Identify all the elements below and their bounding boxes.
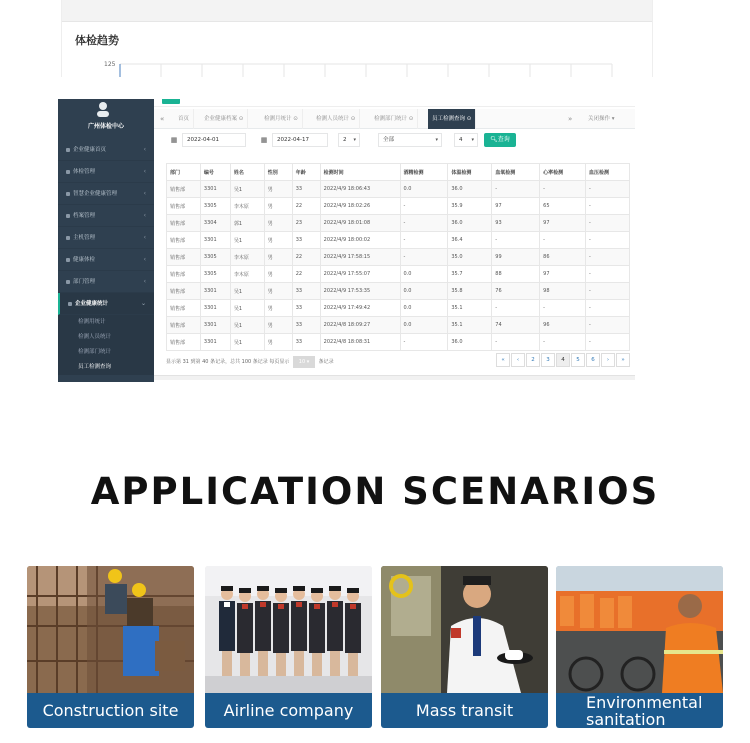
page-size-select[interactable]: 10 ▾ <box>293 356 315 368</box>
crew-hair <box>239 588 251 593</box>
table-cell: 男 <box>264 181 292 198</box>
table-cell: 李木原 <box>230 198 264 215</box>
column-header[interactable]: 姓名 <box>230 164 264 181</box>
table-cell: 76 <box>492 283 540 300</box>
column-header[interactable]: 体温检测 <box>448 164 492 181</box>
column-header[interactable]: 性别 <box>264 164 292 181</box>
table-cell: 销售部 <box>167 317 201 334</box>
table-cell: 99 <box>492 249 540 266</box>
table-cell: 3301 <box>200 181 230 198</box>
table-cell: 2022/4/8 18:09:27 <box>320 317 400 334</box>
table-cell: - <box>586 334 630 351</box>
crew-legs <box>330 651 340 676</box>
tab-home[interactable]: 首页 <box>174 109 194 129</box>
crew-legs <box>348 653 358 678</box>
table-cell: 0.0 <box>400 181 448 198</box>
table-cell: 22 <box>292 266 320 283</box>
table-cell: 3305 <box>200 198 230 215</box>
crew-hair <box>257 586 269 591</box>
crew-legs <box>294 651 304 676</box>
health-system-screenshot <box>58 99 635 382</box>
table-header-row <box>167 164 630 181</box>
table-cell: - <box>400 198 448 215</box>
crew-hair <box>311 588 323 593</box>
table-cell: 35.9 <box>448 198 492 215</box>
crew-hair <box>293 586 305 591</box>
table-cell: 销售部 <box>167 266 201 283</box>
date-to-input[interactable]: 2022-04-17 <box>272 133 328 147</box>
table-row[interactable] <box>167 266 630 283</box>
crew-hair <box>329 586 341 591</box>
select-scope-value: 全部 <box>383 137 395 143</box>
table-cell: 2022/4/9 17:49:42 <box>320 300 400 317</box>
crew-scarf <box>224 602 230 607</box>
table-cell: 3301 <box>200 283 230 300</box>
column-header[interactable]: 心率检测 <box>540 164 586 181</box>
scenario-caption <box>556 693 723 728</box>
scenario-caption: Airline company <box>205 693 372 728</box>
page-button[interactable]: « <box>496 353 510 367</box>
table-cell: 吴1 <box>230 232 264 249</box>
date-from-input[interactable]: 2022-04-01 <box>182 133 246 147</box>
table-cell: 0.0 <box>400 266 448 283</box>
table-cell: 97 <box>540 266 586 283</box>
table-row[interactable] <box>167 198 630 215</box>
close-actions-menu[interactable]: 关闭操作 ▾ <box>588 116 615 122</box>
page-button[interactable]: ‹ <box>511 353 525 367</box>
table-cell: - <box>540 300 586 317</box>
sidebar-subitem-employee-query[interactable]: 员工检测查询 <box>58 360 154 375</box>
sidebar-item-label: 主机管理 <box>73 235 96 241</box>
chevron-left-icon: ‹ <box>143 212 146 219</box>
table-cell: 96 <box>540 317 586 334</box>
select-3[interactable] <box>454 133 478 147</box>
crew-legs <box>312 653 322 678</box>
chevron-left-icon: ‹ <box>143 256 146 263</box>
health-trend-chart-card <box>61 0 653 77</box>
table-cell: 36.0 <box>448 334 492 351</box>
table-cell: 3301 <box>200 300 230 317</box>
crew-legs <box>222 651 232 676</box>
column-header[interactable]: 血压检测 <box>586 164 630 181</box>
table-cell: 33 <box>292 283 320 300</box>
crew-legs <box>240 653 250 678</box>
sidebar-item-label: 体检管理 <box>73 169 96 175</box>
table-cell: - <box>586 283 630 300</box>
sidebar-item-home[interactable] <box>58 139 154 161</box>
table-cell: 2022/4/9 17:55:07 <box>320 266 400 283</box>
calendar-icon: ▦ <box>170 136 178 144</box>
table-cell: 35.8 <box>448 283 492 300</box>
select-1-value: 2 <box>343 137 347 143</box>
sidebar <box>58 99 154 382</box>
table-cell: 吴1 <box>230 283 264 300</box>
table-row[interactable] <box>167 300 630 317</box>
y-tick-label: 125 <box>104 61 116 68</box>
sidebar-item-records[interactable] <box>58 205 154 227</box>
sidebar-item-smart-health[interactable] <box>58 183 154 205</box>
crew-uniform <box>237 603 253 653</box>
chevron-down-icon: ▾ <box>435 137 438 143</box>
table-cell: 3305 <box>200 249 230 266</box>
column-header[interactable]: 酒精检测 <box>400 164 448 181</box>
pagination-prefix: 显示第 31 到第 40 条记录，总共 100 条记录 每页显示 <box>166 359 290 365</box>
table-cell: 3304 <box>200 215 230 232</box>
table-cell: 0.0 <box>400 300 448 317</box>
table-cell: - <box>586 300 630 317</box>
crew-scarf <box>260 602 266 607</box>
chevron-down-icon: ▾ <box>471 137 474 143</box>
table-cell: - <box>586 266 630 283</box>
table-cell: 2022/4/8 18:08:31 <box>320 334 400 351</box>
select-1[interactable] <box>338 133 360 147</box>
table-cell: 35.7 <box>448 266 492 283</box>
menu-toggle-button[interactable] <box>162 99 180 104</box>
table-cell: 郭1 <box>230 215 264 232</box>
table-cell: 男 <box>264 266 292 283</box>
table-cell: 吴1 <box>230 300 264 317</box>
table-cell: 男 <box>264 283 292 300</box>
scenario-card-construction <box>27 566 194 728</box>
scenario-caption-line2: sanitation <box>586 710 666 728</box>
query-label: 查询 <box>497 136 510 143</box>
table-cell: 销售部 <box>167 283 201 300</box>
main-content <box>154 99 635 382</box>
sidebar-item-checkup[interactable] <box>58 161 154 183</box>
table-cell: 2022/4/9 17:53:35 <box>320 283 400 300</box>
tab-person-stats[interactable]: 检测人员统计 ⊙ <box>312 109 360 129</box>
chevron-down-icon: ▾ <box>353 137 356 143</box>
query-button[interactable]: 🔍︎查询 <box>484 133 516 147</box>
table-cell: - <box>400 249 448 266</box>
records-icon <box>66 214 70 218</box>
chevron-left-icon: ‹ <box>143 168 146 175</box>
sidebar-item-label: 部门管理 <box>73 279 96 285</box>
table-cell: 35.1 <box>448 300 492 317</box>
table-cell: 销售部 <box>167 232 201 249</box>
results-table <box>166 163 630 351</box>
table-cell: 销售部 <box>167 300 201 317</box>
crew-uniform <box>309 603 325 653</box>
table-cell: 36.0 <box>448 181 492 198</box>
crew-hair <box>221 586 233 591</box>
chart-plot <box>62 55 654 77</box>
page-button[interactable]: » <box>616 353 630 367</box>
table-cell: 88 <box>492 266 540 283</box>
table-cell: 65 <box>540 198 586 215</box>
table-cell: 36.4 <box>448 232 492 249</box>
sidebar-item-host[interactable] <box>58 227 154 249</box>
sidebar-item-health-exam[interactable] <box>58 249 154 271</box>
horizontal-scrollbar[interactable] <box>154 375 635 380</box>
sidebar-item-department[interactable] <box>58 271 154 293</box>
table-cell: 97 <box>540 215 586 232</box>
scenario-caption-line1: Environmental <box>586 693 703 712</box>
table-cell: 销售部 <box>167 215 201 232</box>
crew-scarf <box>296 602 302 607</box>
table-cell: 男 <box>264 334 292 351</box>
table-cell: 李木原 <box>230 249 264 266</box>
crew-scarf <box>314 604 320 609</box>
table-cell: 男 <box>264 215 292 232</box>
chart-title: 体检趋势 <box>75 34 119 47</box>
sidebar-item-statistics[interactable] <box>58 293 154 315</box>
page-button[interactable]: 5 <box>571 353 585 367</box>
scenario-caption: Mass transit <box>381 693 548 728</box>
chevron-left-icon: ‹ <box>143 278 146 285</box>
table-cell: 男 <box>264 317 292 334</box>
page-button[interactable]: 4 <box>556 353 570 367</box>
table-cell: - <box>586 232 630 249</box>
pagination-info <box>166 356 334 368</box>
table-cell: 33 <box>292 181 320 198</box>
table-cell: - <box>540 334 586 351</box>
table-cell: 吴1 <box>230 317 264 334</box>
table-cell: - <box>492 181 540 198</box>
sidebar-subitem-monthly[interactable]: 检测用统计 <box>58 315 154 330</box>
page-button[interactable]: 6 <box>586 353 600 367</box>
sidebar-subitem-person[interactable]: 检测人员统计 <box>58 330 154 345</box>
table-cell: 93 <box>492 215 540 232</box>
table-row[interactable] <box>167 249 630 266</box>
table-cell: 销售部 <box>167 249 201 266</box>
select-3-value: 4 <box>459 137 463 143</box>
table-cell: 男 <box>264 232 292 249</box>
tab-health-records[interactable]: 企业健康档案 ⊙ <box>200 109 248 129</box>
tab-scroll-right-icon[interactable]: » <box>568 115 573 123</box>
table-row[interactable] <box>167 181 630 198</box>
tab-monthly-stats[interactable]: 检测月统计 ⊙ <box>260 109 303 129</box>
table-cell: - <box>492 300 540 317</box>
table-cell: 36.0 <box>448 215 492 232</box>
table-row[interactable] <box>167 283 630 300</box>
pagination-suffix: 条记录 <box>318 359 334 365</box>
crew-hair <box>347 588 359 593</box>
host-icon <box>66 236 70 240</box>
table-cell: 吴1 <box>230 181 264 198</box>
table-cell: - <box>540 232 586 249</box>
crew-uniform <box>291 601 307 651</box>
table-cell: 2022/4/9 18:06:43 <box>320 181 400 198</box>
headline: APPLICATION SCENARIOS <box>90 470 660 513</box>
table-cell: 男 <box>264 198 292 215</box>
crew-uniform <box>273 603 289 653</box>
scenario-card-mass-transit <box>381 566 548 728</box>
chevron-left-icon: ‹ <box>143 190 146 197</box>
table-cell: 3301 <box>200 317 230 334</box>
crew-legs <box>258 651 268 676</box>
home-icon <box>66 148 70 152</box>
column-header[interactable]: 编号 <box>200 164 230 181</box>
tab-dept-stats[interactable]: 检测部门统计 ⊙ <box>370 109 418 129</box>
table-cell: 97 <box>492 198 540 215</box>
table-cell: - <box>586 198 630 215</box>
crew-uniform <box>345 603 361 653</box>
calendar-icon: ▦ <box>260 136 268 144</box>
table-cell: 男 <box>264 300 292 317</box>
table-cell: 33 <box>292 232 320 249</box>
table-cell: - <box>400 232 448 249</box>
sidebar-subitem-dept[interactable]: 检测部门统计 <box>58 345 154 360</box>
table-cell: 3301 <box>200 232 230 249</box>
table-cell: - <box>540 181 586 198</box>
table-cell: 35.1 <box>448 317 492 334</box>
table-cell: - <box>492 232 540 249</box>
table-cell: 0.0 <box>400 317 448 334</box>
table-cell: 0.0 <box>400 283 448 300</box>
table-cell: - <box>586 215 630 232</box>
crew-scarf <box>278 604 284 609</box>
sidebar-item-label: 健康体检 <box>73 257 96 263</box>
table-cell: 2022/4/9 17:58:15 <box>320 249 400 266</box>
table-cell: - <box>492 334 540 351</box>
chevron-down-icon: ⌄ <box>140 300 146 307</box>
table-cell: 3305 <box>200 266 230 283</box>
tab-employee-query[interactable]: 员工检测查询 ⊙ <box>428 109 476 129</box>
table-cell: 33 <box>292 300 320 317</box>
table-cell: - <box>586 249 630 266</box>
chevron-left-icon: ‹ <box>143 146 146 153</box>
column-header[interactable]: 部门 <box>167 164 201 181</box>
airline-crew-photo <box>205 566 372 693</box>
health-exam-icon <box>66 258 70 262</box>
page-button[interactable]: 2 <box>526 353 540 367</box>
table-cell: 男 <box>264 249 292 266</box>
sanitation-workers-photo <box>556 566 723 693</box>
table-row[interactable] <box>167 334 630 351</box>
scenario-caption: Construction site <box>27 693 194 728</box>
crew-uniform <box>219 601 235 651</box>
main-topbar <box>154 99 635 107</box>
table-cell: 销售部 <box>167 181 201 198</box>
table-cell: 李木原 <box>230 266 264 283</box>
column-header[interactable]: 血氧检测 <box>492 164 540 181</box>
table-cell: 2022/4/9 18:01:08 <box>320 215 400 232</box>
crew-scarf <box>350 604 356 609</box>
table-cell: - <box>586 181 630 198</box>
table-cell: 98 <box>540 283 586 300</box>
user-avatar-icon <box>96 101 110 117</box>
smart-health-icon <box>66 192 70 196</box>
crew-legs <box>276 653 286 678</box>
table-cell: 33 <box>292 317 320 334</box>
checkup-icon <box>66 170 70 174</box>
page-button[interactable]: 3 <box>541 353 555 367</box>
table-body <box>167 181 630 351</box>
crew-uniform <box>327 601 343 651</box>
sidebar-item-label: 企业健康首页 <box>73 147 107 153</box>
tab-bar <box>154 109 635 129</box>
table-cell: 35.0 <box>448 249 492 266</box>
statistics-icon <box>68 302 72 306</box>
table-cell: 33 <box>292 334 320 351</box>
sidebar-item-label: 企业健康统计 <box>75 301 109 307</box>
table-cell: 2022/4/9 18:02:26 <box>320 198 400 215</box>
table-cell: - <box>400 215 448 232</box>
table-cell: - <box>400 334 448 351</box>
vertical-gridlines <box>161 64 612 77</box>
chart-top-strip <box>62 0 652 22</box>
table-cell: 23 <box>292 215 320 232</box>
bus-driver-photo <box>381 566 548 693</box>
table-cell: 74 <box>492 317 540 334</box>
table-cell: 销售部 <box>167 334 201 351</box>
column-header[interactable]: 检测时间 <box>320 164 400 181</box>
crew-uniform <box>255 601 271 651</box>
tab-scroll-left-icon[interactable]: « <box>160 115 165 123</box>
page-button[interactable]: › <box>601 353 615 367</box>
table-cell: 3301 <box>200 334 230 351</box>
crew-scarf <box>332 602 338 607</box>
select-scope[interactable] <box>378 133 442 147</box>
construction-site-photo <box>27 566 194 693</box>
table-row[interactable] <box>167 317 630 334</box>
sidebar-header <box>58 99 154 139</box>
department-icon <box>66 280 70 284</box>
column-header[interactable]: 年龄 <box>292 164 320 181</box>
sidebar-item-label: 智慧企业健康管理 <box>73 191 118 197</box>
table-cell: 吴1 <box>230 334 264 351</box>
crew-hair <box>275 588 287 593</box>
table-cell: 22 <box>292 249 320 266</box>
table-cell: 86 <box>540 249 586 266</box>
table-cell: 销售部 <box>167 198 201 215</box>
table-row[interactable] <box>167 215 630 232</box>
org-name: 广州体检中心 <box>87 123 124 130</box>
table-cell: 2022/4/9 18:00:02 <box>320 232 400 249</box>
crew-scarf <box>242 604 248 609</box>
table-cell: - <box>586 317 630 334</box>
scenario-card-airline <box>205 566 372 728</box>
scenario-card-sanitation <box>556 566 723 728</box>
chevron-left-icon: ‹ <box>143 234 146 241</box>
table-row[interactable] <box>167 232 630 249</box>
sidebar-item-label: 档案管理 <box>73 213 96 219</box>
table-cell: 22 <box>292 198 320 215</box>
